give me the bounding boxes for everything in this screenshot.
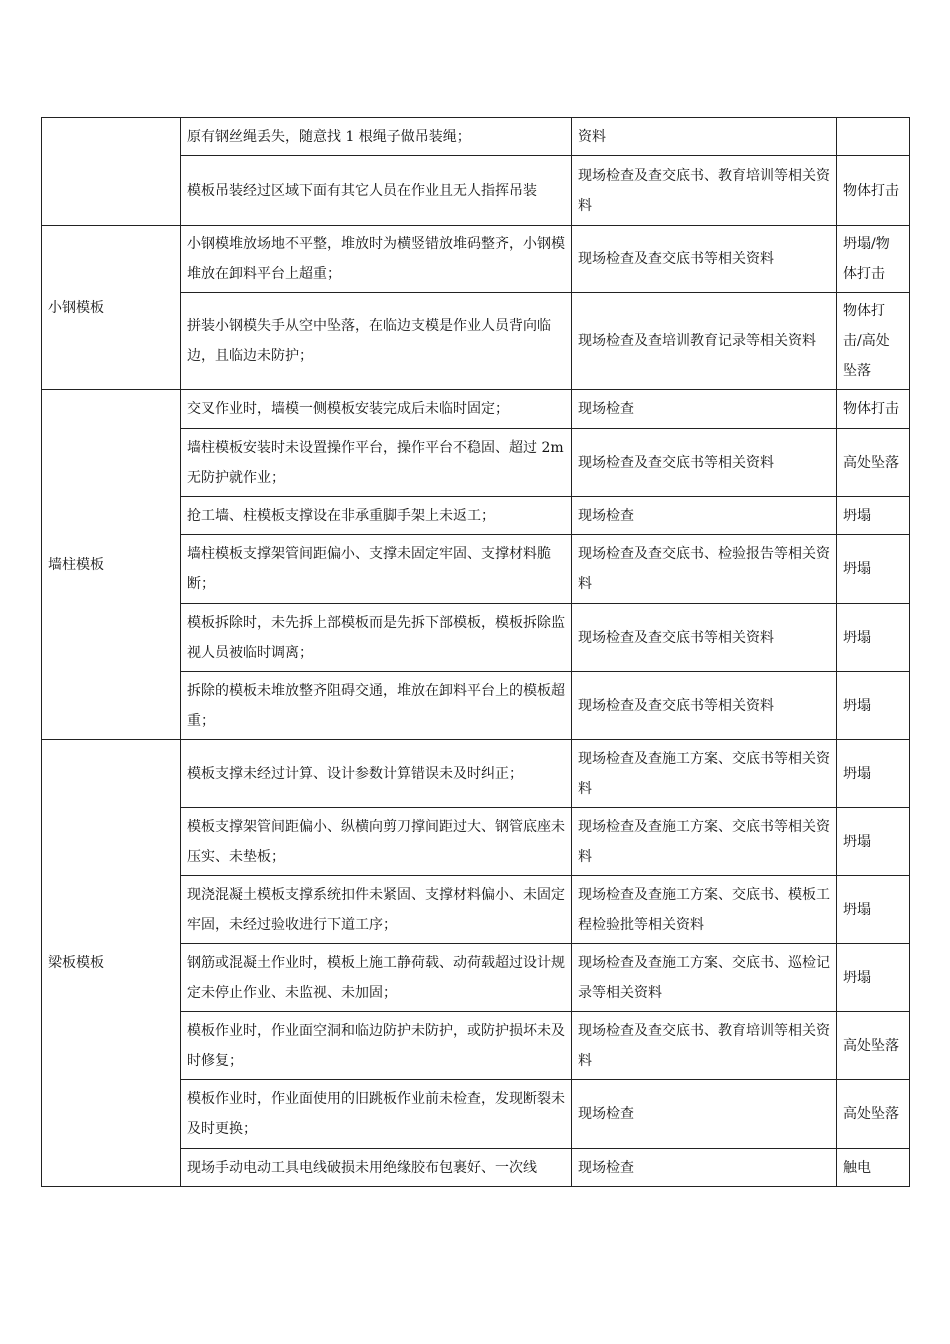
hazard-cell: 拼装小钢模失手从空中坠落，在临边支模是作业人员背向临边，且临边未防护； xyxy=(181,293,572,390)
check-method-cell: 现场检查 xyxy=(572,1149,837,1187)
check-method-cell: 现场检查 xyxy=(572,497,837,535)
check-method-cell: 现场检查 xyxy=(572,390,837,429)
hazard-cell: 钢筋或混凝土作业时，模板上施工静荷载、动荷载超过设计规定未停止作业、未监视、未加固； xyxy=(181,944,572,1012)
accident-type-cell: 高处坠落 xyxy=(837,1080,910,1149)
hazard-cell: 现浇混凝土模板支撑系统扣件未紧固、支撑材料偏小、未固定牢固，未经过验收进行下道工序； xyxy=(181,876,572,944)
hazard-cell: 现场手动电动工具电线破损未用绝缘胶布包裹好、一次线 xyxy=(181,1149,572,1187)
category-cell: 墙柱模板 xyxy=(42,390,181,740)
check-method-cell: 现场检查及查交底书、检验报告等相关资料 xyxy=(572,535,837,604)
hazard-cell: 模板作业时，作业面使用的旧跳板作业前未检查，发现断裂未及时更换； xyxy=(181,1080,572,1149)
hazard-cell: 模板拆除时，未先拆上部模板而是先拆下部模板，模板拆除监视人员被临时调离； xyxy=(181,604,572,672)
accident-type-cell: 坍塌 xyxy=(837,944,910,1012)
table-row xyxy=(42,740,910,808)
accident-type-cell: 坍塌/物体打击 xyxy=(837,226,910,293)
category-cell: 梁板模板 xyxy=(42,740,181,1187)
hazard-cell: 模板作业时，作业面空洞和临边防护未防护，或防护损坏未及时修复； xyxy=(181,1012,572,1080)
accident-type-cell: 坍塌 xyxy=(837,672,910,740)
accident-type-cell: 高处坠落 xyxy=(837,429,910,497)
check-method-cell: 现场检查 xyxy=(572,1080,837,1149)
accident-type-cell: 坍塌 xyxy=(837,808,910,876)
check-method-cell: 现场检查及查交底书等相关资料 xyxy=(572,604,837,672)
accident-type-cell: 物体打击 xyxy=(837,390,910,429)
table-row xyxy=(42,226,910,293)
accident-type-cell: 物体打击/高处坠落 xyxy=(837,293,910,390)
check-method-cell: 现场检查及查交底书等相关资料 xyxy=(572,672,837,740)
table-row xyxy=(42,118,910,156)
accident-type-cell: 坍塌 xyxy=(837,604,910,672)
check-method-cell: 现场检查及查交底书等相关资料 xyxy=(572,429,837,497)
check-method-cell: 现场检查及查施工方案、交底书等相关资料 xyxy=(572,740,837,808)
hazard-cell: 拆除的模板未堆放整齐阻碍交通，堆放在卸料平台上的模板超重； xyxy=(181,672,572,740)
accident-type-cell: 坍塌 xyxy=(837,497,910,535)
accident-type-cell xyxy=(837,118,910,156)
hazard-cell: 原有钢丝绳丢失，随意找 1 根绳子做吊装绳； xyxy=(181,118,572,156)
hazard-cell: 墙柱模板安装时未设置操作平台，操作平台不稳固、超过 2m 无防护就作业； xyxy=(181,429,572,497)
accident-type-cell: 坍塌 xyxy=(837,535,910,604)
check-method-cell: 现场检查及查交底书、教育培训等相关资料 xyxy=(572,1012,837,1080)
accident-type-cell: 坍塌 xyxy=(837,876,910,944)
hazard-cell: 模板支撑未经过计算、设计参数计算错误未及时纠正； xyxy=(181,740,572,808)
category-cell: 小钢模板 xyxy=(42,226,181,390)
hazard-table xyxy=(41,117,910,1187)
accident-type-cell: 高处坠落 xyxy=(837,1012,910,1080)
check-method-cell: 现场检查及查交底书等相关资料 xyxy=(572,226,837,293)
check-method-cell: 现场检查及查施工方案、交底书、巡检记录等相关资料 xyxy=(572,944,837,1012)
hazard-cell: 抢工墙、柱模板支撑设在非承重脚手架上未返工； xyxy=(181,497,572,535)
hazard-cell: 模板吊装经过区域下面有其它人员在作业且无人指挥吊装 xyxy=(181,156,572,226)
accident-type-cell: 触电 xyxy=(837,1149,910,1187)
accident-type-cell: 物体打击 xyxy=(837,156,910,226)
check-method-cell: 现场检查及查施工方案、交底书等相关资料 xyxy=(572,808,837,876)
check-method-cell: 资料 xyxy=(572,118,837,156)
check-method-cell: 现场检查及查培训教育记录等相关资料 xyxy=(572,293,837,390)
check-method-cell: 现场检查及查交底书、教育培训等相关资料 xyxy=(572,156,837,226)
category-cell xyxy=(42,118,181,226)
hazard-cell: 交叉作业时，墙模一侧模板安装完成后未临时固定； xyxy=(181,390,572,429)
hazard-cell: 小钢模堆放场地不平整，堆放时为横竖错放堆码整齐，小钢模堆放在卸料平台上超重； xyxy=(181,226,572,293)
check-method-cell: 现场检查及查施工方案、交底书、模板工程检验批等相关资料 xyxy=(572,876,837,944)
accident-type-cell: 坍塌 xyxy=(837,740,910,808)
hazard-cell: 模板支撑架管间距偏小、纵横向剪刀撑间距过大、钢管底座未压实、未垫板； xyxy=(181,808,572,876)
hazard-cell: 墙柱模板支撑架管间距偏小、支撑未固定牢固、支撑材料脆断； xyxy=(181,535,572,604)
table-row xyxy=(42,390,910,429)
